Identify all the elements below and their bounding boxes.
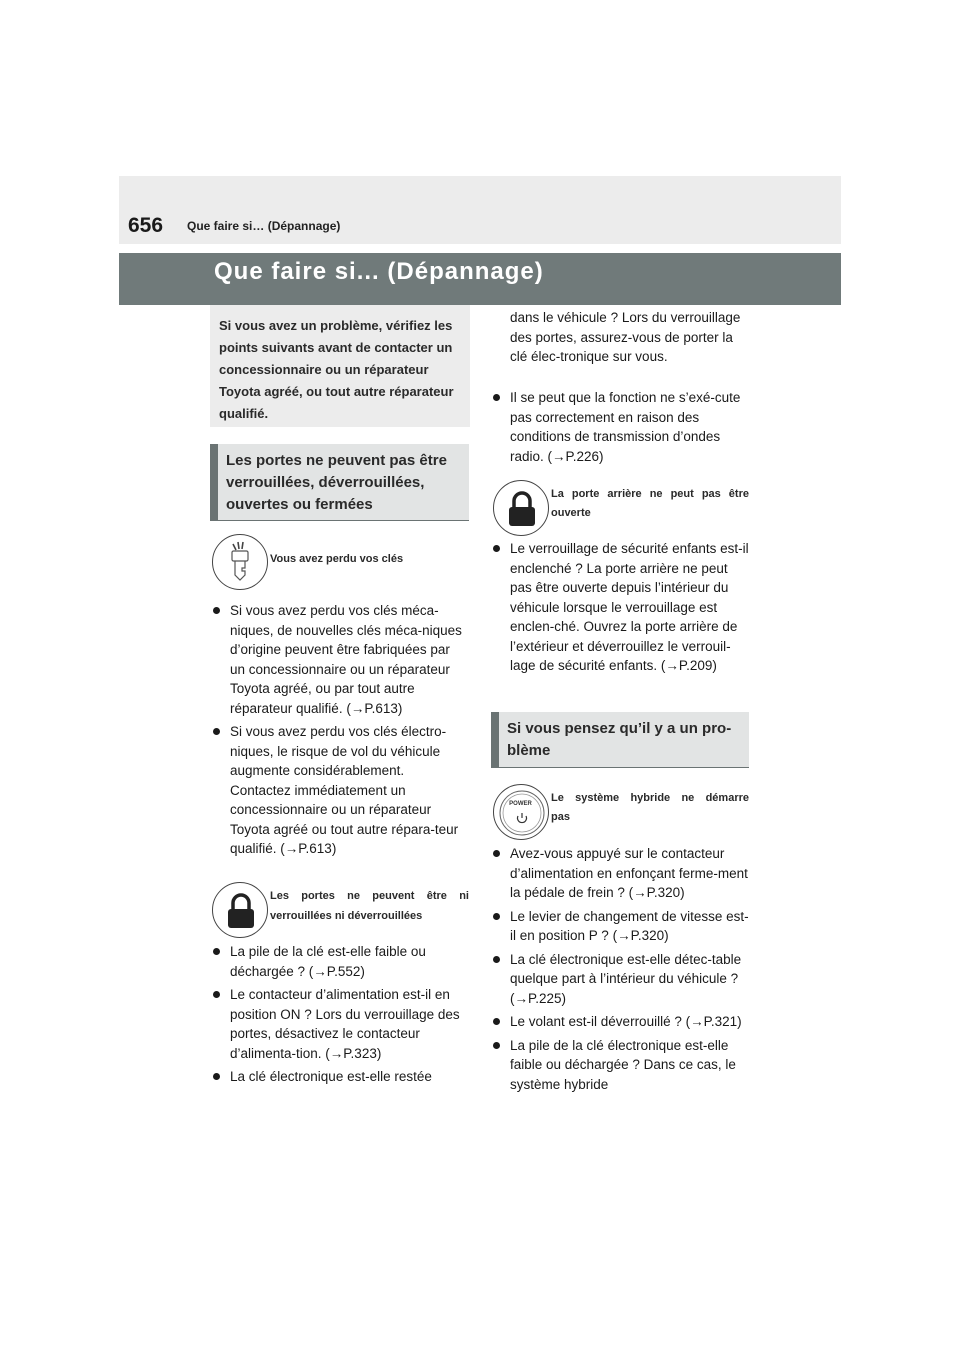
section-heading-line: blème (507, 742, 551, 759)
caption-hybrid-2: pas (551, 811, 570, 823)
header-band (119, 176, 841, 244)
list-item: Le levier de changement de vitesse est-il en position P ? (→P.320) (490, 907, 752, 946)
list-item: Le volant est-il déverrouillé ? (→P.321) (490, 1012, 752, 1032)
continuation-text: dans le véhicule ? Lors du verrouillage des portes, assurez-vous de porter la clé élec-tronique sur vous. (510, 310, 741, 364)
list-item: Si vous avez perdu vos clés électro-niques, le risque de vol du véhicule augmente considérablement. Contactez immédiatement un concessionnaire ou un réparateur Toyota agréé ou tout autre répara-teur qualifié. (→P.613) (210, 722, 468, 859)
padlock-icon (212, 882, 268, 938)
section-heading-line: Si vous pensez qu’il y a un pro- (507, 720, 732, 737)
caption-hybrid-1: Le système hybride ne démarre (551, 792, 749, 804)
bullet-list-radio (490, 388, 752, 470)
section-heading-line: ouvertes ou fermées (226, 496, 373, 513)
caption-rear-door-1: La porte arrière ne peut pas être (551, 488, 749, 500)
section-heading-doors (210, 444, 469, 521)
caption-locked-doors-1: Les portes ne peuvent être ni (270, 890, 469, 902)
page-number: 656 (128, 214, 164, 237)
padlock-icon (493, 480, 549, 536)
list-item: La pile de la clé est-elle faible ou déchargée ? (→P.552) (210, 942, 468, 981)
bullet-list-rear-door (490, 539, 752, 680)
caption-locked-doors-2: verrouillées ni déverrouillées (270, 910, 423, 922)
page-title: Que faire si... (Dépannage) (214, 258, 544, 285)
list-item: Si vous avez perdu vos clés méca-niques, de nouvelles clés méca-niques d’origine peuvent être fabriquées par un concessionnaire ou un réparateur Toyota agréé, ou par tout autre réparateur qualifié. (→P.613) (210, 601, 468, 718)
running-title: Que faire si… (Dépannage) (187, 219, 341, 233)
section-heading-line: Les portes ne peuvent pas être (226, 452, 447, 469)
caption-rear-door-2: ouverte (551, 507, 591, 519)
section-heading-line: verrouillées, déverrouillées, (226, 474, 425, 491)
list-item: La pile de la clé électronique est-elle faible ou déchargée ? Dans ce cas, le système hybride (490, 1036, 752, 1095)
list-item: Avez-vous appuyé sur le contacteur d’alimentation en enfonçant ferme-ment la pédale de frein ? (→P.320) (490, 844, 752, 903)
bullet-list-locked-doors (210, 942, 468, 1091)
list-item: La clé électronique est-elle restée (210, 1067, 468, 1087)
list-item: La clé électronique est-elle détec-table quelque part à l’intérieur du véhicule ? (→P.225) (490, 950, 752, 1009)
list-item: Il se peut que la fonction ne s’exé-cute pas correctement en raison des conditions de transmission d’ondes radio. (→P.226) (490, 388, 752, 466)
list-item: Le verrouillage de sécurité enfants est-il enclenché ? La porte arrière ne peut pas être ouverte depuis l’intérieur du véhicule lorsque le verrouillage est enclen-ché. Ouvrez la porte arrière de l’extérieur et déverrouillez le verrouil-lage de sécurité enfants. (→P.209) (490, 539, 752, 676)
intro-text: Si vous avez un problème, vérifiez les points suivants avant de contacter un concessionnaire ou un réparateur Toyota agréé, ou tout autre réparateur qualifié. (219, 318, 454, 421)
list-item: Le contacteur d’alimentation est-il en position ON ? Lors du verrouillage des portes, désactivez le contacteur d’alimenta-tion. (→P.323) (210, 985, 468, 1063)
bullet-list-lost-keys (210, 601, 468, 863)
intro-box (210, 305, 470, 427)
power-icon-label: POWER (509, 801, 532, 807)
caption-lost-keys: Vous avez perdu vos clés (270, 553, 404, 565)
power-button-icon (493, 784, 549, 840)
section-heading-problem (491, 712, 749, 768)
key-icon (212, 534, 268, 590)
bullet-list-hybrid (490, 844, 752, 1098)
